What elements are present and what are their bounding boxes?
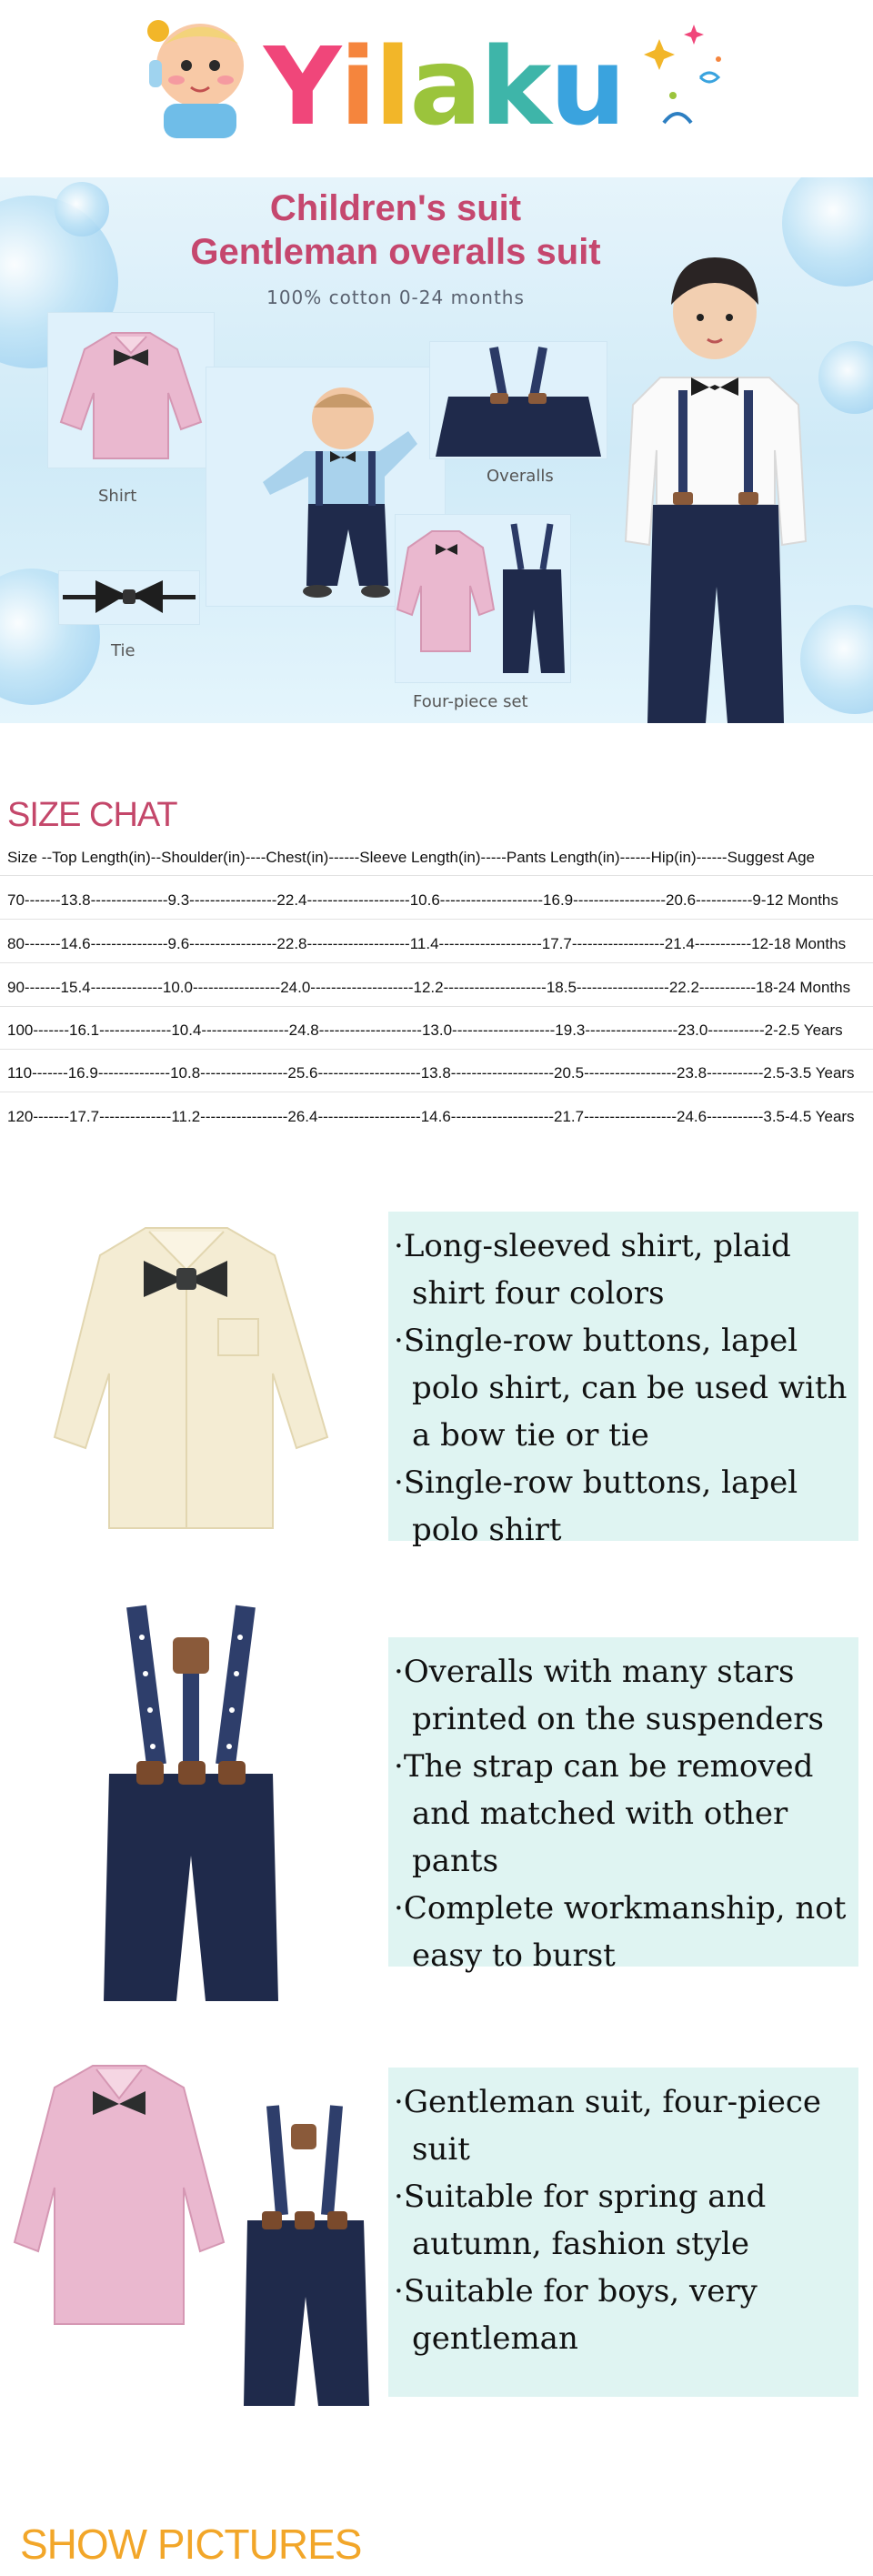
four-piece-set-image <box>396 515 570 682</box>
hero-title-line: Children's suit <box>269 188 522 228</box>
decor-bubble <box>800 605 873 714</box>
baby-mascot-icon <box>136 9 264 146</box>
cream-shirt-image <box>27 1210 355 1546</box>
size-chart-row: 120-------17.7--------------11.2-----------------26.4--------------------14.6--------------------21.7------------------24.6-----------3.5-4.5 Years <box>7 1108 855 1125</box>
overalls-product-image <box>100 1601 282 2010</box>
decor-bubble <box>55 182 109 236</box>
caption-overalls: Overalls <box>487 467 554 486</box>
bow-tie-image <box>59 571 199 624</box>
feature-item: · Complete workmanship, not easy to burst <box>394 1885 851 1979</box>
size-chart-row: 70-------13.8---------------9.3-----------------22.4--------------------10.6--------------------16.9------------------20.6-----------9-12 Months <box>7 891 838 909</box>
row-divider <box>0 962 873 963</box>
feature-item: · The strap can be removed and matched with other pants <box>394 1743 851 1885</box>
logo-wordmark <box>264 18 625 155</box>
suit-feature-list <box>388 2068 858 2370</box>
brand-header <box>0 0 873 173</box>
size-chart-row: 80-------14.6---------------9.6-----------------22.8--------------------11.4--------------------17.7------------------21.4-----------12-18 Months <box>7 935 847 952</box>
suspender-icon <box>173 1637 209 1674</box>
row-divider <box>0 1006 873 1007</box>
size-chart-title: SIZE CHAT <box>7 796 177 834</box>
overalls-feature-box <box>388 1637 858 1974</box>
show-pictures-heading: SHOW PICTURES <box>20 2521 362 2568</box>
overalls-image <box>430 342 607 458</box>
size-chart-row: 90-------15.4--------------10.0-----------------24.0--------------------12.2--------------------18.5------------------22.2-----------18-24 Months <box>7 979 851 996</box>
logo-letter: l <box>374 24 410 149</box>
feature-item: · Suitable for spring and autumn, fashion style <box>394 2173 851 2268</box>
feature-item: · Suitable for boys, very gentleman <box>394 2268 851 2362</box>
boy-model-image <box>620 241 811 723</box>
shirt-card <box>47 312 215 468</box>
row-divider <box>0 875 873 876</box>
pink-suit-set-image <box>9 2051 382 2415</box>
hero-title <box>136 186 655 274</box>
row-divider <box>0 919 873 920</box>
suit-feature-box <box>388 2068 858 2397</box>
hero-subtitle: 100% cotton 0-24 months <box>266 287 525 308</box>
size-chart-row: 100-------16.1--------------10.4-----------------24.8--------------------13.0--------------------19.3------------------23.0-----------2-2.5 Years <box>7 1021 843 1039</box>
decor-bubble <box>818 341 873 414</box>
shirt-feature-box <box>388 1212 858 1548</box>
size-chart-row: 110-------16.9--------------10.8-----------------25.6--------------------13.8--------------------20.5------------------23.8-----------2.5-3.5 Years <box>7 1064 855 1082</box>
caption-shirt: Shirt <box>98 487 137 506</box>
sparkle-icon <box>637 23 737 141</box>
feature-item: · Overalls with many stars printed on the suspenders <box>394 1648 851 1743</box>
feature-item: · Long-sleeved shirt, plaid shirt four colors <box>394 1223 851 1317</box>
size-chart-header: Size --Top Length(in)--Shoulder(in)----Chest(in)------Sleeve Length(in)-----Pants Length(in)------Hip(in)------Suggest Age <box>7 849 816 866</box>
caption-set: Four-piece set <box>413 692 528 711</box>
caption-tie: Tie <box>111 641 135 660</box>
row-divider <box>0 1049 873 1050</box>
logo-letter: a <box>409 24 480 149</box>
logo-letter: u <box>549 24 625 149</box>
feature-item: · Gentleman suit, four-piece suit <box>394 2078 851 2173</box>
hero-banner <box>0 177 873 723</box>
set-card <box>395 514 571 683</box>
logo-letter: Y <box>264 24 340 149</box>
feature-item: · Single-row buttons, lapel polo shirt, can be used with a bow tie or tie <box>394 1317 851 1459</box>
pink-shirt-image <box>48 313 214 468</box>
logo-letter: k <box>480 24 550 149</box>
overalls-feature-list <box>388 1637 858 1987</box>
hero-title-line: Gentleman overalls suit <box>190 232 601 272</box>
logo-letter: i <box>339 24 375 149</box>
overalls-card <box>429 341 607 459</box>
shirt-feature-list <box>388 1212 858 1561</box>
tie-card <box>58 570 200 625</box>
feature-item: · Single-row buttons, lapel polo shirt <box>394 1459 851 1554</box>
